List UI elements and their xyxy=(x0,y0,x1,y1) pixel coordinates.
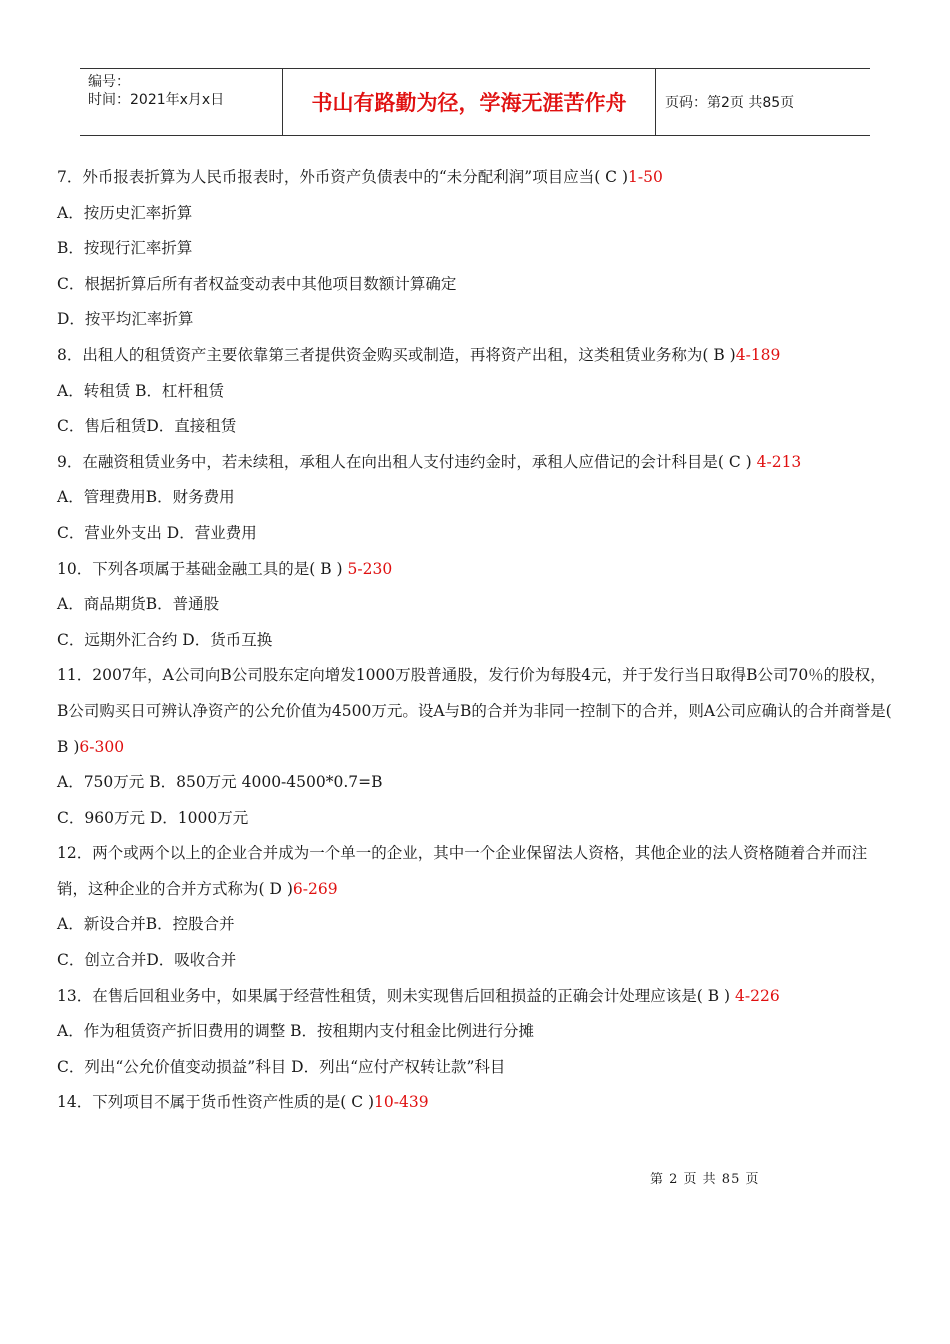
line-text: 9．在融资租赁业务中，若未续租，承租人在向出租人支付违约金时，承租人应借记的会计科目是( C ) xyxy=(57,452,757,471)
line-text: A．商品期货B．普通股 xyxy=(57,595,220,614)
text-line xyxy=(57,765,895,801)
question-content xyxy=(57,160,895,1121)
header-meta xyxy=(80,69,282,135)
text-line xyxy=(57,374,895,410)
text-line xyxy=(57,160,895,196)
text-line xyxy=(57,231,895,267)
line-text: C．列出“公允价值变动损益”科目 D．列出“应付产权转让款”科目 xyxy=(57,1057,506,1076)
header-motto: 书山有路勤为径，学海无涯苦作舟 xyxy=(282,69,656,135)
line-text: 14．下列项目不属于货币性资产性质的是( C ) xyxy=(57,1093,375,1112)
line-text: A．750万元 B．850万元 4000-4500*0.7=B xyxy=(57,773,383,792)
text-line xyxy=(57,836,895,907)
text-line xyxy=(57,516,895,552)
line-text: C．远期外汇合约 D．货币互换 xyxy=(57,630,273,649)
text-line xyxy=(57,196,895,232)
line-text: 12．两个或两个以上的企业合并成为一个单一的企业，其中一个企业保留法人资格，其他企业的法人资格随着合并而注销，这种企业的合并方式称为( D ) xyxy=(57,844,868,898)
text-line xyxy=(57,338,895,374)
page-reference: 4-189 xyxy=(735,345,781,364)
text-line xyxy=(57,658,895,765)
page-reference: 1-50 xyxy=(628,168,663,186)
text-line xyxy=(57,801,895,837)
line-text: C．营业外支出 D．营业费用 xyxy=(57,523,257,542)
line-text: C．960万元 D．1000万元 xyxy=(57,808,249,827)
text-line xyxy=(57,587,895,623)
line-text: B．按现行汇率折算 xyxy=(57,239,193,258)
line-text: 10．下列各项属于基础金融工具的是( B ) xyxy=(57,559,348,578)
text-line xyxy=(57,1085,895,1121)
text-line xyxy=(57,302,895,338)
line-text: C．根据折算后所有者权益变动表中其他项目数额计算确定 xyxy=(57,274,457,293)
time-label: 时间：2021年x月x日 xyxy=(88,92,225,108)
number-label: 编号： xyxy=(88,74,130,90)
line-text: D．按平均汇率折算 xyxy=(57,310,194,329)
line-text: A．作为租赁资产折旧费用的调整 B．按租期内支付租金比例进行分摊 xyxy=(57,1022,535,1041)
text-line xyxy=(57,943,895,979)
line-text: C．售后租赁D．直接租赁 xyxy=(57,417,237,436)
text-line xyxy=(57,907,895,943)
line-text: C．创立合并D．吸收合并 xyxy=(57,951,237,970)
line-text: 7．外币报表折算为人民币报表时，外币资产负债表中的“未分配利润”项目应当( C ) xyxy=(57,168,629,186)
line-text: 13．在售后回租业务中，如果属于经营性租赁，则未实现售后回租损益的正确会计处理应该是( B ) xyxy=(57,986,735,1005)
line-text: A．管理费用B．财务费用 xyxy=(57,488,235,507)
page-reference: 6-269 xyxy=(292,879,338,898)
page-reference: 5-230 xyxy=(347,559,393,578)
page-reference: 4-213 xyxy=(756,452,802,471)
line-text: A．按历史汇率折算 xyxy=(57,203,193,222)
page-header xyxy=(80,68,870,136)
text-line xyxy=(57,1050,895,1086)
text-line xyxy=(57,623,895,659)
page-reference: 6-300 xyxy=(79,737,125,756)
line-text: 8．出租人的租赁资产主要依靠第三者提供资金购买或制造，再将资产出租，这类租赁业务称为( B ) xyxy=(57,345,736,364)
text-line xyxy=(57,267,895,303)
text-line xyxy=(57,979,895,1015)
text-line xyxy=(57,480,895,516)
line-text: A．新设合并B．控股合并 xyxy=(57,915,235,934)
text-line xyxy=(57,1014,895,1050)
page-footer: 第 2 页 共 85 页 xyxy=(650,1172,760,1187)
text-line xyxy=(57,409,895,445)
page-reference: 10-439 xyxy=(374,1093,429,1112)
text-line xyxy=(57,552,895,588)
header-page-info: 页码：第2页 共85页 xyxy=(665,95,795,111)
page-reference: 4-226 xyxy=(735,986,780,1005)
line-text: 11．2007年，A公司向B公司股东定向增发1000万股普通股，发行价为每股4元，并于发行当日取得B公司70％的股权，B公司购买日可辨认净资产的公允价值为4500万元。设A与B的合并为非同一控制下的合并，则A公司应确认的合并商誉是( B ) xyxy=(57,666,892,756)
line-text: A．转租赁 B．杠杆租赁 xyxy=(57,381,225,400)
text-line xyxy=(57,445,895,481)
